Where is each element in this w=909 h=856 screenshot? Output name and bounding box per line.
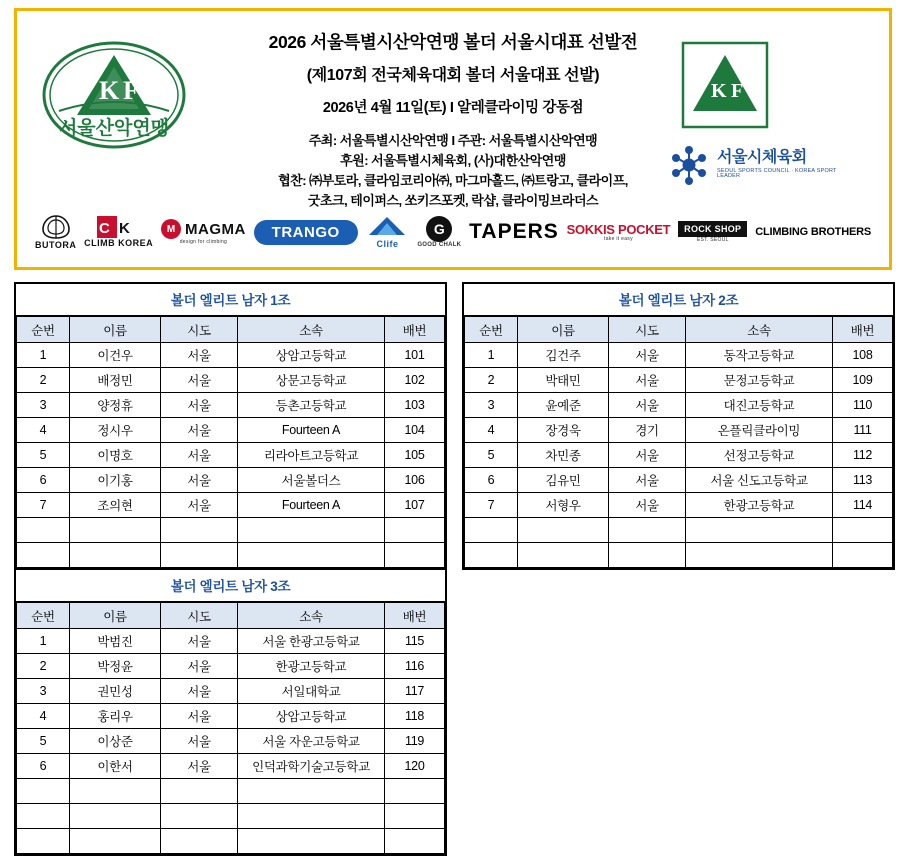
sponsor-label: SOKKIS POCKET bbox=[566, 221, 671, 237]
column-header-affiliation: 소속 bbox=[238, 317, 385, 343]
table-row bbox=[17, 493, 445, 518]
cell-no: 5 bbox=[17, 729, 70, 754]
sponsor-sublabel: EST. SEOUL bbox=[696, 237, 729, 243]
cell-name: 박태민 bbox=[518, 368, 609, 393]
cell-city: 서울 bbox=[161, 729, 238, 754]
sponsor-logo-strip bbox=[25, 203, 881, 261]
table-row bbox=[17, 418, 445, 443]
table-body bbox=[17, 629, 445, 854]
table-row bbox=[465, 493, 893, 518]
svg-text:C: C bbox=[98, 220, 110, 237]
cell-no: 5 bbox=[465, 443, 518, 468]
table-row bbox=[465, 343, 893, 368]
cell-no bbox=[465, 543, 518, 568]
table-row bbox=[17, 368, 445, 393]
cell-city: 서울 bbox=[161, 418, 238, 443]
cell-name: 윤예준 bbox=[518, 393, 609, 418]
cell-bib: 115 bbox=[385, 629, 445, 654]
column-header-affiliation: 소속 bbox=[238, 603, 385, 629]
svg-text:F: F bbox=[731, 80, 744, 102]
cell-bib: 116 bbox=[385, 654, 445, 679]
cell-no: 4 bbox=[17, 704, 70, 729]
cell-no: 1 bbox=[465, 343, 518, 368]
cell-city: 서울 bbox=[161, 629, 238, 654]
cell-city: 서울 bbox=[609, 368, 686, 393]
cell-city: 서울 bbox=[161, 679, 238, 704]
sponsor-sublabel: design for climbing bbox=[179, 239, 228, 245]
table-row bbox=[17, 629, 445, 654]
table-row bbox=[465, 518, 893, 543]
cell-name: 이건우 bbox=[70, 343, 161, 368]
column-header-name: 이름 bbox=[518, 317, 609, 343]
svg-text:K: K bbox=[711, 80, 727, 102]
cell-bib: 103 bbox=[385, 393, 445, 418]
sports-council-tagline: SEOUL SPORTS COUNCIL · KOREA SPORT LEADER bbox=[717, 167, 837, 180]
column-header-bib: 배번 bbox=[385, 603, 445, 629]
sponsor-logo-butora bbox=[35, 205, 76, 259]
cell-name: 박범진 bbox=[70, 629, 161, 654]
cell-name: 정시우 bbox=[70, 418, 161, 443]
cell-city: 서울 bbox=[609, 468, 686, 493]
cell-city bbox=[161, 804, 238, 829]
sponsor-logo-rock-shop bbox=[678, 205, 747, 259]
column-header-city: 시도 bbox=[609, 317, 686, 343]
cell-name: 차민종 bbox=[518, 443, 609, 468]
cell-name: 이명호 bbox=[70, 443, 161, 468]
good-chalk-mark: G bbox=[426, 216, 452, 242]
cell-name: 배정민 bbox=[70, 368, 161, 393]
column-header-name: 이름 bbox=[70, 603, 161, 629]
sponsor-sublabel: take it easy bbox=[604, 235, 633, 242]
cell-no: 1 bbox=[17, 343, 70, 368]
cell-affiliation: 서울볼더스 bbox=[238, 468, 385, 493]
sponsor-label: Clife bbox=[376, 239, 399, 249]
logo-left-text: 서울산악연맹 bbox=[58, 118, 170, 139]
table-header-row bbox=[17, 317, 445, 343]
cell-bib: 111 bbox=[833, 418, 893, 443]
table-header-row bbox=[465, 317, 893, 343]
cell-affiliation: 등촌고등학교 bbox=[238, 393, 385, 418]
cell-name bbox=[70, 518, 161, 543]
cell-name bbox=[70, 779, 161, 804]
table-row bbox=[465, 468, 893, 493]
cell-city: 서울 bbox=[161, 343, 238, 368]
cell-no bbox=[17, 829, 70, 854]
sponsor-logo-trango bbox=[254, 205, 358, 259]
svg-text:K: K bbox=[99, 76, 120, 105]
cell-no bbox=[17, 804, 70, 829]
cell-affiliation bbox=[238, 804, 385, 829]
cell-bib: 109 bbox=[833, 368, 893, 393]
column-header-no: 순번 bbox=[17, 603, 70, 629]
cell-bib bbox=[385, 829, 445, 854]
cell-no: 5 bbox=[17, 443, 70, 468]
table-row bbox=[465, 443, 893, 468]
cell-city: 서울 bbox=[161, 704, 238, 729]
cell-name: 이상준 bbox=[70, 729, 161, 754]
cell-bib: 104 bbox=[385, 418, 445, 443]
cell-name: 서형우 bbox=[518, 493, 609, 518]
cell-name bbox=[518, 518, 609, 543]
table-row bbox=[17, 543, 445, 568]
cell-city: 서울 bbox=[609, 493, 686, 518]
cell-affiliation: 상문고등학교 bbox=[238, 368, 385, 393]
cell-affiliation: 한광고등학교 bbox=[238, 654, 385, 679]
roster-table-group-2 bbox=[462, 282, 895, 570]
cell-no: 6 bbox=[465, 468, 518, 493]
cell-no: 3 bbox=[17, 679, 70, 704]
table-row bbox=[17, 518, 445, 543]
cell-affiliation: 서일대학교 bbox=[238, 679, 385, 704]
cell-no: 4 bbox=[465, 418, 518, 443]
roster-table-group-1 bbox=[14, 282, 447, 570]
event-sponsor-line-1: 협찬: ㈜부토라, 클라임코리아㈜, 마그마홀드, ㈜트랑고, 클라이프, bbox=[278, 173, 628, 189]
cell-city: 서울 bbox=[161, 654, 238, 679]
cell-city bbox=[161, 518, 238, 543]
cell-name: 이한서 bbox=[70, 754, 161, 779]
cell-affiliation bbox=[686, 543, 833, 568]
sponsor-logo-good-chalk bbox=[417, 205, 461, 259]
sponsor-logo-sokkis-pocket bbox=[567, 205, 671, 259]
column-header-bib: 배번 bbox=[833, 317, 893, 343]
table-row bbox=[17, 754, 445, 779]
table-row bbox=[17, 804, 445, 829]
cell-no bbox=[17, 518, 70, 543]
cell-no: 6 bbox=[17, 468, 70, 493]
cell-affiliation: 동작고등학교 bbox=[686, 343, 833, 368]
table-row bbox=[465, 368, 893, 393]
column-header-bib: 배번 bbox=[385, 317, 445, 343]
cell-affiliation: 문정고등학교 bbox=[686, 368, 833, 393]
cell-name bbox=[518, 543, 609, 568]
cell-name: 이기홍 bbox=[70, 468, 161, 493]
cell-city: 서울 bbox=[161, 468, 238, 493]
cell-name bbox=[70, 829, 161, 854]
roster-table bbox=[464, 284, 893, 568]
cell-city: 서울 bbox=[161, 493, 238, 518]
sponsor-logo-climb-korea bbox=[84, 205, 153, 259]
cell-no: 6 bbox=[17, 754, 70, 779]
sponsor-label: ROCK SHOP bbox=[678, 221, 747, 237]
cell-city bbox=[161, 543, 238, 568]
event-date-venue: 2026년 4월 11일(토) I 알레클라이밍 강동점 bbox=[322, 100, 584, 116]
roster-table bbox=[16, 284, 445, 568]
table-row bbox=[17, 679, 445, 704]
cell-no: 4 bbox=[17, 418, 70, 443]
sponsor-label: GOOD CHALK bbox=[417, 242, 462, 248]
cell-no: 2 bbox=[465, 368, 518, 393]
sponsor-label: CLIMB KOREA bbox=[84, 238, 154, 248]
cell-name: 박정윤 bbox=[70, 654, 161, 679]
column-header-no: 순번 bbox=[465, 317, 518, 343]
sponsor-label: TAPERS bbox=[469, 220, 559, 243]
cell-no: 7 bbox=[465, 493, 518, 518]
cell-bib: 120 bbox=[385, 754, 445, 779]
event-header-banner bbox=[14, 8, 892, 270]
seoul-alpine-federation-logo bbox=[39, 37, 189, 157]
cell-city: 서울 bbox=[609, 393, 686, 418]
cell-city: 서울 bbox=[161, 754, 238, 779]
cell-city: 서울 bbox=[161, 443, 238, 468]
event-title-sub: (제107회 전국체육대회 볼더 서울대표 선발) bbox=[306, 67, 600, 84]
cell-bib bbox=[833, 518, 893, 543]
cell-affiliation: 서울 신도고등학교 bbox=[686, 468, 833, 493]
table-row bbox=[17, 468, 445, 493]
table-caption: 볼더 엘리트 남자 2조 bbox=[464, 284, 893, 316]
table-row bbox=[17, 654, 445, 679]
sponsor-logo-magma bbox=[161, 205, 246, 259]
cell-name bbox=[70, 543, 161, 568]
magma-mark: M bbox=[161, 219, 181, 239]
sponsor-logo-clife bbox=[365, 205, 409, 259]
cell-bib bbox=[385, 518, 445, 543]
cell-city: 서울 bbox=[161, 393, 238, 418]
table-row bbox=[17, 343, 445, 368]
cell-city: 서울 bbox=[609, 343, 686, 368]
cell-no: 3 bbox=[17, 393, 70, 418]
table-body bbox=[17, 343, 445, 568]
table-row bbox=[17, 729, 445, 754]
cell-bib: 112 bbox=[833, 443, 893, 468]
table-row bbox=[17, 704, 445, 729]
cell-city bbox=[609, 543, 686, 568]
table-caption: 볼더 엘리트 남자 3조 bbox=[16, 570, 445, 602]
roster-table-group-3 bbox=[14, 568, 447, 856]
cell-bib bbox=[385, 543, 445, 568]
cell-name: 양정휴 bbox=[70, 393, 161, 418]
svg-text:F: F bbox=[123, 76, 139, 105]
header-text-block bbox=[197, 29, 709, 212]
cell-affiliation: 한광고등학교 bbox=[686, 493, 833, 518]
table-header-row bbox=[17, 603, 445, 629]
cell-affiliation: 상암고등학교 bbox=[238, 343, 385, 368]
cell-affiliation: 서울 한광고등학교 bbox=[238, 629, 385, 654]
table-row bbox=[17, 829, 445, 854]
cell-bib bbox=[385, 779, 445, 804]
cell-no bbox=[465, 518, 518, 543]
event-support-line: 후원: 서울특별시체육회, (사)대한산악연맹 bbox=[340, 153, 566, 169]
column-header-name: 이름 bbox=[70, 317, 161, 343]
cell-bib: 114 bbox=[833, 493, 893, 518]
cell-bib: 108 bbox=[833, 343, 893, 368]
table-row bbox=[17, 393, 445, 418]
cell-bib: 106 bbox=[385, 468, 445, 493]
table-caption: 볼더 엘리트 남자 1조 bbox=[16, 284, 445, 316]
cell-affiliation: Fourteen A bbox=[238, 493, 385, 518]
cell-name: 조의현 bbox=[70, 493, 161, 518]
column-header-city: 시도 bbox=[161, 603, 238, 629]
cell-no: 3 bbox=[465, 393, 518, 418]
cell-no bbox=[17, 779, 70, 804]
sports-council-name: 서울시체육회 bbox=[717, 148, 807, 166]
table-row bbox=[465, 543, 893, 568]
cell-affiliation: 서울 자운고등학교 bbox=[238, 729, 385, 754]
cell-city bbox=[161, 779, 238, 804]
cell-affiliation bbox=[686, 518, 833, 543]
cell-bib: 110 bbox=[833, 393, 893, 418]
cell-bib bbox=[833, 543, 893, 568]
cell-affiliation: 상암고등학교 bbox=[238, 704, 385, 729]
roster-table bbox=[16, 570, 445, 854]
column-header-no: 순번 bbox=[17, 317, 70, 343]
cell-city bbox=[161, 829, 238, 854]
cell-bib: 105 bbox=[385, 443, 445, 468]
cell-name: 장경욱 bbox=[518, 418, 609, 443]
cell-name: 홍리우 bbox=[70, 704, 161, 729]
cell-bib: 102 bbox=[385, 368, 445, 393]
cell-city: 서울 bbox=[609, 443, 686, 468]
cell-affiliation bbox=[238, 779, 385, 804]
cell-affiliation bbox=[238, 518, 385, 543]
cell-affiliation: 온플릭클라이밍 bbox=[686, 418, 833, 443]
cell-affiliation: Fourteen A bbox=[238, 418, 385, 443]
event-title-main: 2026 서울특별시산악연맹 볼더 서울시대표 선발전 bbox=[268, 32, 638, 52]
cell-no: 7 bbox=[17, 493, 70, 518]
cell-bib: 101 bbox=[385, 343, 445, 368]
cell-no: 2 bbox=[17, 654, 70, 679]
cell-affiliation bbox=[238, 829, 385, 854]
cell-affiliation: 리라아트고등학교 bbox=[238, 443, 385, 468]
cell-city: 경기 bbox=[609, 418, 686, 443]
cell-bib: 107 bbox=[385, 493, 445, 518]
cell-city bbox=[609, 518, 686, 543]
cell-affiliation: 선정고등학교 bbox=[686, 443, 833, 468]
cell-affiliation: 인덕과학기술고등학교 bbox=[238, 754, 385, 779]
table-row bbox=[465, 418, 893, 443]
cell-city: 서울 bbox=[161, 368, 238, 393]
cell-name: 김건주 bbox=[518, 343, 609, 368]
cell-bib: 117 bbox=[385, 679, 445, 704]
cell-affiliation: 대진고등학교 bbox=[686, 393, 833, 418]
cell-bib: 113 bbox=[833, 468, 893, 493]
event-sponsor-line-2: 굿초크, 테이퍼스, 쏘키즈포켓, 락샵, 클라이밍브라더스 bbox=[307, 193, 599, 209]
cell-no: 2 bbox=[17, 368, 70, 393]
sponsor-label: CLIMBING BROTHERS bbox=[755, 226, 871, 238]
cell-bib: 119 bbox=[385, 729, 445, 754]
table-body bbox=[465, 343, 893, 568]
table-row bbox=[465, 393, 893, 418]
sponsor-label: MAGMA bbox=[185, 220, 246, 238]
sponsor-logo-tapers bbox=[469, 205, 559, 259]
column-header-affiliation: 소속 bbox=[686, 317, 833, 343]
sponsor-label: TRANGO bbox=[254, 220, 358, 245]
event-host-line: 주최: 서울특별시산악연맹 I 주관: 서울특별시산악연맹 bbox=[308, 133, 598, 148]
svg-text:K: K bbox=[118, 220, 130, 237]
cell-name bbox=[70, 804, 161, 829]
cell-no: 1 bbox=[17, 629, 70, 654]
table-row bbox=[17, 779, 445, 804]
cell-affiliation bbox=[238, 543, 385, 568]
cell-no bbox=[17, 543, 70, 568]
sponsor-label: BUTORA bbox=[35, 240, 77, 250]
table-row bbox=[17, 443, 445, 468]
sponsor-logo-climbing-brothers bbox=[755, 205, 871, 259]
cell-name: 김유민 bbox=[518, 468, 609, 493]
cell-name: 권민성 bbox=[70, 679, 161, 704]
column-header-city: 시도 bbox=[161, 317, 238, 343]
cell-bib bbox=[385, 804, 445, 829]
cell-bib: 118 bbox=[385, 704, 445, 729]
